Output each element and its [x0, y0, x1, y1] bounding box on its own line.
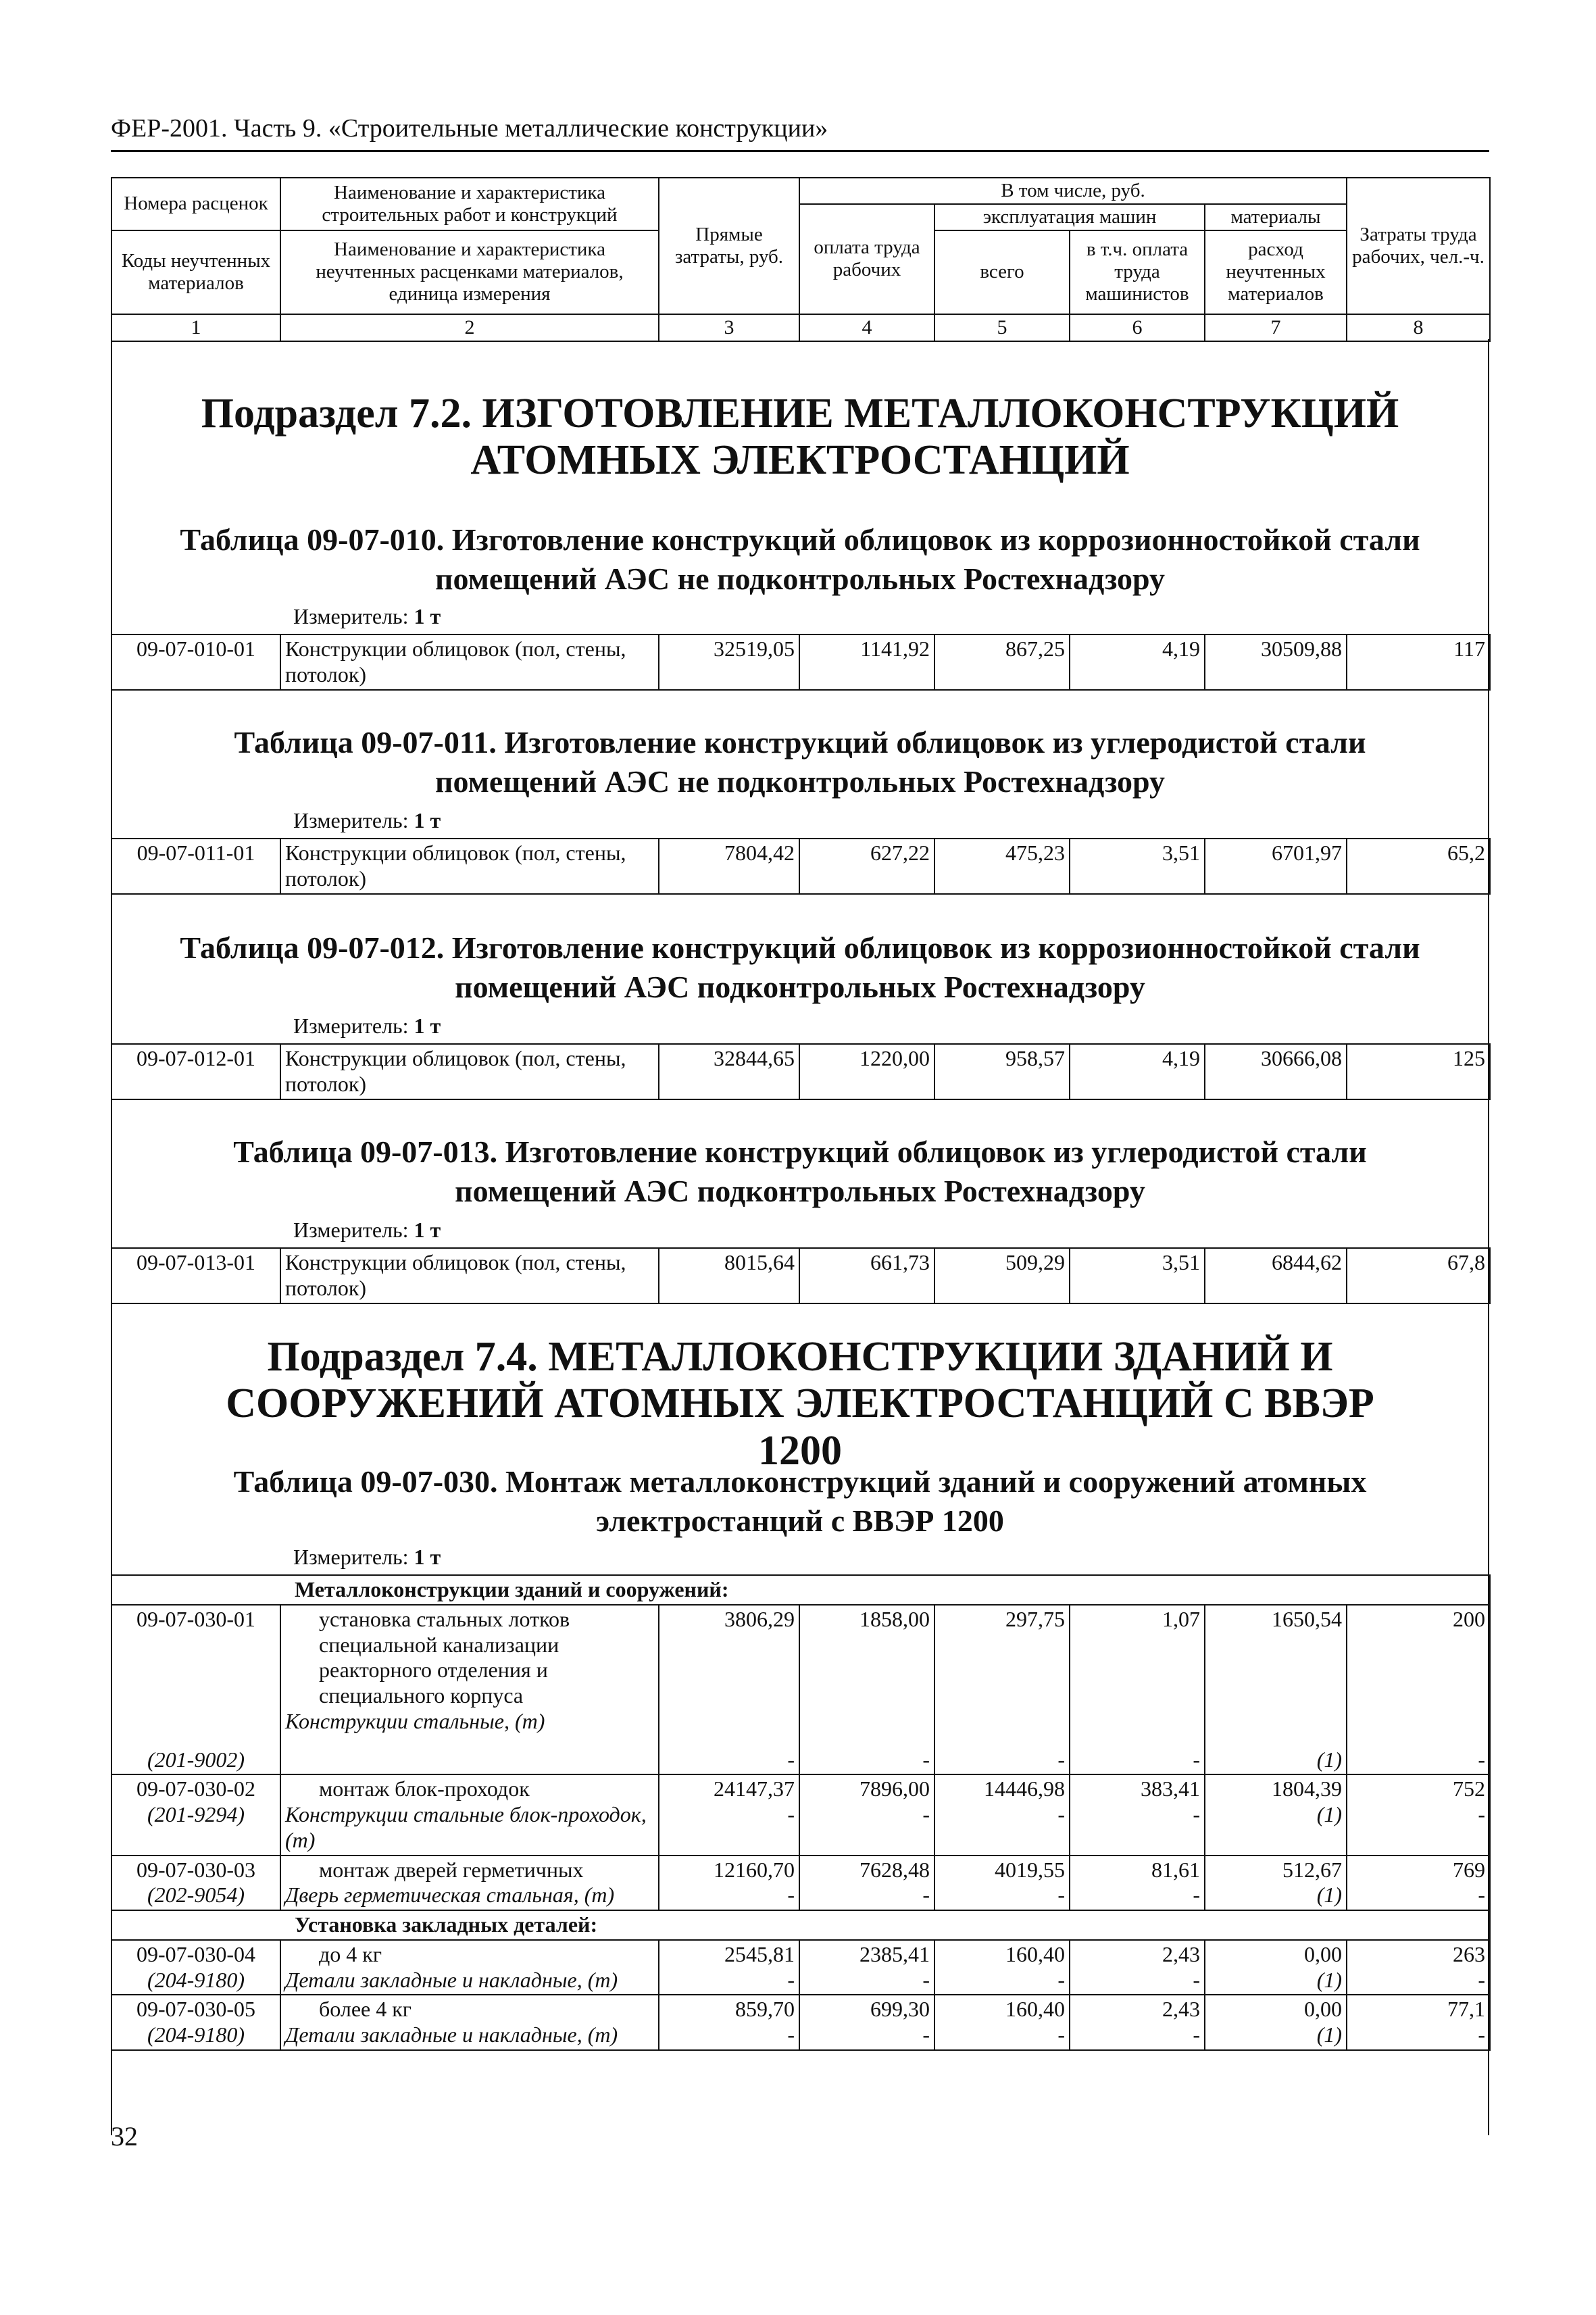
- dash: -: [1057, 1747, 1065, 1772]
- table-row: [111, 1248, 1490, 1303]
- work-name: Конструкции облицовок (пол, стены, потолок): [280, 1044, 659, 1099]
- value: 769: [1453, 1857, 1485, 1882]
- material-code: (201-9002): [147, 1747, 245, 1772]
- table-row: [111, 1774, 1490, 1855]
- material-code: (204-9180): [147, 1967, 245, 1992]
- rate-code-text: 09-07-030-02: [136, 1776, 255, 1801]
- col8-header: Затраты труда рабочих, чел.-ч.: [1347, 178, 1490, 314]
- col2-header-bottom: Наименование и характеристика неучтенных расценками материалов, единица измерения: [280, 230, 659, 314]
- direct-costs: 8015,64: [659, 1248, 799, 1303]
- value: 859,70: [735, 1997, 795, 2022]
- value: 3806,29: [724, 1606, 795, 1631]
- materials: 6844,62: [1205, 1248, 1347, 1303]
- workers-pay: 1220,00: [799, 1044, 934, 1099]
- col1-header-top: Номера расценок: [111, 178, 280, 230]
- machines-total: [934, 1856, 1070, 1911]
- value: 752: [1453, 1776, 1485, 1801]
- material-code: (202-9054): [147, 1883, 245, 1908]
- rate-code: 09-07-010-01: [111, 634, 280, 690]
- col-number: 7: [1205, 314, 1347, 341]
- dash: -: [787, 2022, 795, 2047]
- dash: -: [1478, 2022, 1485, 2047]
- machinists-pay: [1070, 1856, 1205, 1911]
- table-013-rows: [111, 1247, 1491, 1304]
- direct-costs: [659, 1605, 799, 1775]
- dash: -: [787, 1883, 795, 1908]
- materials-header: материалы: [1205, 204, 1347, 230]
- direct-costs: 7804,42: [659, 839, 799, 894]
- value: 4019,55: [995, 1857, 1065, 1882]
- work-name-text: установка стальных лотков специальной канализации реакторного отделения и специального корпуса: [319, 1606, 570, 1708]
- dash: -: [1478, 1802, 1485, 1826]
- rate-code: [111, 1940, 280, 1995]
- meter-label-text: Измеритель:: [293, 808, 409, 832]
- meter-value: 1 т: [414, 1218, 441, 1242]
- material-name: Конструкции стальные блок-проходок, (т): [285, 1802, 647, 1852]
- table-title-line: помещений АЭС не подконтрольных Ростехнадзору: [434, 561, 1166, 596]
- work-name-text: монтаж блок-проходок: [319, 1776, 530, 1801]
- col1-header-bottom: Коды неучтенных материалов: [111, 230, 280, 314]
- dash: -: [1057, 1967, 1065, 1992]
- header-rule: [111, 150, 1489, 152]
- machines-total: [934, 1995, 1070, 2050]
- value: 263: [1453, 1941, 1485, 1966]
- workers-pay: [799, 1995, 934, 2050]
- direct-costs: 32844,65: [659, 1044, 799, 1099]
- value: 2,43: [1162, 1997, 1200, 2022]
- labor-costs: [1347, 1774, 1490, 1855]
- material-qty: (1): [1316, 1802, 1342, 1826]
- materials: [1205, 1605, 1347, 1775]
- work-name-text: более 4 кг: [319, 1997, 412, 2022]
- value: 1858,00: [859, 1606, 930, 1631]
- dash: -: [1478, 1967, 1485, 1992]
- value: 160,40: [1005, 1997, 1065, 2022]
- material-qty: (1): [1316, 1967, 1342, 1992]
- rate-code: [111, 1774, 280, 1855]
- table-012-title: [111, 928, 1489, 1006]
- table-030-title: [111, 1462, 1489, 1540]
- labor-costs: 117: [1347, 634, 1490, 690]
- workers-pay: [799, 1856, 934, 1911]
- running-header: ФЕР-2001. Часть 9. «Строительные металлические конструкции»: [111, 114, 828, 143]
- material-qty: (1): [1316, 1883, 1342, 1908]
- table-010-rows: [111, 634, 1491, 691]
- value: 383,41: [1141, 1776, 1200, 1801]
- machines-total: [934, 1774, 1070, 1855]
- dash: -: [1193, 1967, 1200, 1992]
- workers-pay: [799, 1605, 934, 1775]
- work-name: [280, 1774, 659, 1855]
- machinists-pay: 3,51: [1070, 1248, 1205, 1303]
- meter-label-text: Измеритель:: [293, 1545, 409, 1569]
- value: 24147,37: [714, 1776, 795, 1801]
- dash: -: [1057, 1802, 1065, 1826]
- value: 14446,98: [984, 1776, 1065, 1801]
- labor-costs: [1347, 1940, 1490, 1995]
- rate-code-text: 09-07-030-05: [136, 1997, 255, 2022]
- table-011-rows: [111, 838, 1491, 895]
- rate-code-text: 09-07-030-01: [136, 1606, 255, 1631]
- dash: -: [1478, 1747, 1485, 1772]
- table-030-rows: [111, 1574, 1491, 2051]
- dash: -: [1057, 2022, 1065, 2047]
- material-code: (204-9180): [147, 2022, 245, 2047]
- value: 2545,81: [724, 1941, 795, 1966]
- workers-pay: [799, 1774, 934, 1855]
- materials: 6701,97: [1205, 839, 1347, 894]
- machinists-pay: [1070, 1940, 1205, 1995]
- material-name: Конструкции стальные, (т): [285, 1708, 545, 1733]
- work-name: [280, 1605, 659, 1775]
- table-title-line: Таблица 09-07-030. Монтаж металлоконструкций зданий и сооружений атомных: [233, 1464, 1367, 1499]
- machinists-pay: [1070, 1774, 1205, 1855]
- rate-code: 09-07-011-01: [111, 839, 280, 894]
- meter-label-text: Измеритель:: [293, 604, 409, 628]
- machines-total: [934, 1605, 1070, 1775]
- meter-label: [293, 1218, 441, 1243]
- workers-pay: 627,22: [799, 839, 934, 894]
- dash: -: [1057, 1883, 1065, 1908]
- subsection-7-4-title: Подраздел 7.4. МЕТАЛЛОКОНСТРУКЦИИ ЗДАНИЙ И СООРУЖЕНИЙ АТОМНЫХ ЭЛЕКТРОСТАНЦИЙ С ВВЭР 1200: [226, 1334, 1374, 1474]
- dash: -: [922, 1967, 930, 1992]
- labor-costs: [1347, 1856, 1490, 1911]
- table-title-line: Таблица 09-07-013. Изготовление конструкций облицовок из углеродистой стали: [233, 1135, 1367, 1169]
- workers-pay: [799, 1940, 934, 1995]
- machinists-pay: 3,51: [1070, 839, 1205, 894]
- material-name: Детали закладные и накладные, (т): [285, 1967, 618, 1992]
- meter-label: [293, 604, 441, 629]
- direct-costs: [659, 1940, 799, 1995]
- col-number: 6: [1070, 314, 1205, 341]
- value: 0,00: [1304, 1941, 1342, 1966]
- meter-label-text: Измеритель:: [293, 1218, 409, 1242]
- meter-label: [293, 1545, 441, 1570]
- materials: [1205, 1940, 1347, 1995]
- machines-total: 867,25: [934, 634, 1070, 690]
- table-010-title: [111, 520, 1489, 598]
- table-row: [111, 634, 1490, 690]
- dash: -: [1193, 1802, 1200, 1826]
- work-name: Конструкции облицовок (пол, стены, потолок): [280, 1248, 659, 1303]
- col-number: 1: [111, 314, 280, 341]
- value: 1804,39: [1272, 1776, 1342, 1801]
- table-row: [111, 1940, 1490, 1995]
- direct-costs: [659, 1856, 799, 1911]
- material-code: (201-9294): [147, 1802, 245, 1826]
- group-separator-label: Металлоконструкции зданий и сооружений:: [111, 1575, 1490, 1605]
- labor-costs: 65,2: [1347, 839, 1490, 894]
- work-name: [280, 1940, 659, 1995]
- value: 200: [1453, 1606, 1485, 1631]
- machines-total: 509,29: [934, 1248, 1070, 1303]
- value: 160,40: [1005, 1941, 1065, 1966]
- dash: -: [1193, 1747, 1200, 1772]
- group-separator: [111, 1575, 1490, 1605]
- value: 2385,41: [859, 1941, 930, 1966]
- materials: [1205, 1774, 1347, 1855]
- value: 12160,70: [714, 1857, 795, 1882]
- table-title-line: электростанций с ВВЭР 1200: [596, 1503, 1004, 1538]
- value: 1650,54: [1272, 1606, 1342, 1631]
- meter-value: 1 т: [414, 1545, 441, 1569]
- page-number: 32: [111, 2121, 138, 2151]
- direct-costs: [659, 1995, 799, 2050]
- materials: 30509,88: [1205, 634, 1347, 690]
- column-header-table: [111, 177, 1491, 342]
- group-header: В том числе, руб.: [799, 178, 1347, 204]
- value: 7628,48: [859, 1857, 930, 1882]
- col-number: 3: [659, 314, 799, 341]
- meter-value: 1 т: [414, 1014, 441, 1038]
- meter-label-text: Измеритель:: [293, 1014, 409, 1038]
- dash: -: [787, 1802, 795, 1826]
- rate-code: 09-07-013-01: [111, 1248, 280, 1303]
- group-separator: [111, 1910, 1490, 1940]
- table-row: [111, 1605, 1490, 1775]
- machines-total: 958,57: [934, 1044, 1070, 1099]
- machines-total: [934, 1940, 1070, 1995]
- direct-costs: [659, 1774, 799, 1855]
- dash: -: [1193, 1883, 1200, 1908]
- meter-value: 1 т: [414, 604, 441, 628]
- subsection-7-2-title: Подраздел 7.2. ИЗГОТОВЛЕНИЕ МЕТАЛЛОКОНСТРУКЦИЙ АТОМНЫХ ЭЛЕКТРОСТАНЦИЙ: [201, 391, 1399, 484]
- value: 7896,00: [859, 1776, 930, 1801]
- machinists-pay: [1070, 1995, 1205, 2050]
- labor-costs: 125: [1347, 1044, 1490, 1099]
- material-qty: (1): [1316, 1747, 1342, 1772]
- value: 1,07: [1162, 1606, 1200, 1631]
- table-row: [111, 1856, 1490, 1911]
- dash: -: [787, 1747, 795, 1772]
- col5-header: всего: [934, 230, 1070, 314]
- material-name: Дверь герметическая стальная, (т): [285, 1883, 615, 1908]
- materials: 30666,08: [1205, 1044, 1347, 1099]
- table-title-line: помещений АЭС подконтрольных Ростехнадзору: [455, 1173, 1145, 1208]
- workers-pay: 1141,92: [799, 634, 934, 690]
- dash: -: [787, 1967, 795, 1992]
- table-title-line: помещений АЭС не подконтрольных Ростехнадзору: [434, 764, 1166, 799]
- labor-costs: [1347, 1995, 1490, 2050]
- labor-costs: [1347, 1605, 1490, 1775]
- rate-code: [111, 1995, 280, 2050]
- machines-total: 475,23: [934, 839, 1070, 894]
- col-number: 2: [280, 314, 659, 341]
- dash: -: [922, 1747, 930, 1772]
- material-qty: (1): [1316, 2022, 1342, 2047]
- machinists-pay: 4,19: [1070, 1044, 1205, 1099]
- materials: [1205, 1995, 1347, 2050]
- value: 81,61: [1151, 1857, 1200, 1882]
- value: 77,1: [1447, 1997, 1485, 2022]
- work-name: [280, 1856, 659, 1911]
- dash: -: [922, 2022, 930, 2047]
- machines-header: эксплуатация машин: [934, 204, 1205, 230]
- meter-label: [293, 808, 441, 833]
- rate-code: 09-07-012-01: [111, 1044, 280, 1099]
- table-011-title: [111, 723, 1489, 801]
- dash: -: [1193, 2022, 1200, 2047]
- labor-costs: 67,8: [1347, 1248, 1490, 1303]
- materials: [1205, 1856, 1347, 1911]
- work-name-text: монтаж дверей герметичных: [319, 1857, 584, 1882]
- material-name: Детали закладные и накладные, (т): [285, 2022, 618, 2047]
- machinists-pay: [1070, 1605, 1205, 1775]
- work-name-text: до 4 кг: [319, 1941, 382, 1966]
- table-title-line: Таблица 09-07-010. Изготовление конструкций облицовок из коррозионностойкой стали: [180, 522, 1420, 557]
- value: 512,67: [1282, 1857, 1342, 1882]
- rate-code-text: 09-07-030-03: [136, 1857, 255, 1882]
- work-name: [280, 1995, 659, 2050]
- work-name: Конструкции облицовок (пол, стены, потолок): [280, 634, 659, 690]
- group-separator-label: Установка закладных деталей:: [111, 1910, 1490, 1940]
- dash: -: [922, 1883, 930, 1908]
- table-row: [111, 1044, 1490, 1099]
- table-013-title: [111, 1132, 1489, 1210]
- col3-header: Прямые затраты, руб.: [659, 178, 799, 314]
- dash: -: [1478, 1883, 1485, 1908]
- col4-header: оплата труда рабочих: [799, 204, 934, 314]
- col-number: 5: [934, 314, 1070, 341]
- meter-value: 1 т: [414, 808, 441, 832]
- col2-header-top: Наименование и характеристика строительных работ и конструкций: [280, 178, 659, 230]
- table-row: [111, 1995, 1490, 2050]
- rate-code: [111, 1856, 280, 1911]
- value: 297,75: [1005, 1606, 1065, 1631]
- table-012-rows: [111, 1043, 1491, 1100]
- col-number: 4: [799, 314, 934, 341]
- table-row: [111, 839, 1490, 894]
- work-name: Конструкции облицовок (пол, стены, потолок): [280, 839, 659, 894]
- rate-code-text: 09-07-030-04: [136, 1941, 255, 1966]
- meter-label: [293, 1014, 441, 1039]
- value: 2,43: [1162, 1941, 1200, 1966]
- table-title-line: Таблица 09-07-012. Изготовление конструкций облицовок из коррозионностойкой стали: [180, 930, 1420, 965]
- workers-pay: 661,73: [799, 1248, 934, 1303]
- table-title-line: помещений АЭС подконтрольных Ростехнадзору: [455, 969, 1145, 1004]
- value: 699,30: [870, 1997, 930, 2022]
- col-number: 8: [1347, 314, 1490, 341]
- value: 0,00: [1304, 1997, 1342, 2022]
- col7-header: расход неучтенных материалов: [1205, 230, 1347, 314]
- rate-code: [111, 1605, 280, 1775]
- table-title-line: Таблица 09-07-011. Изготовление конструкций облицовок из углеродистой стали: [234, 725, 1366, 760]
- col6-header: в т.ч. оплата труда машинистов: [1070, 230, 1205, 314]
- machinists-pay: 4,19: [1070, 634, 1205, 690]
- dash: -: [922, 1802, 930, 1826]
- direct-costs: 32519,05: [659, 634, 799, 690]
